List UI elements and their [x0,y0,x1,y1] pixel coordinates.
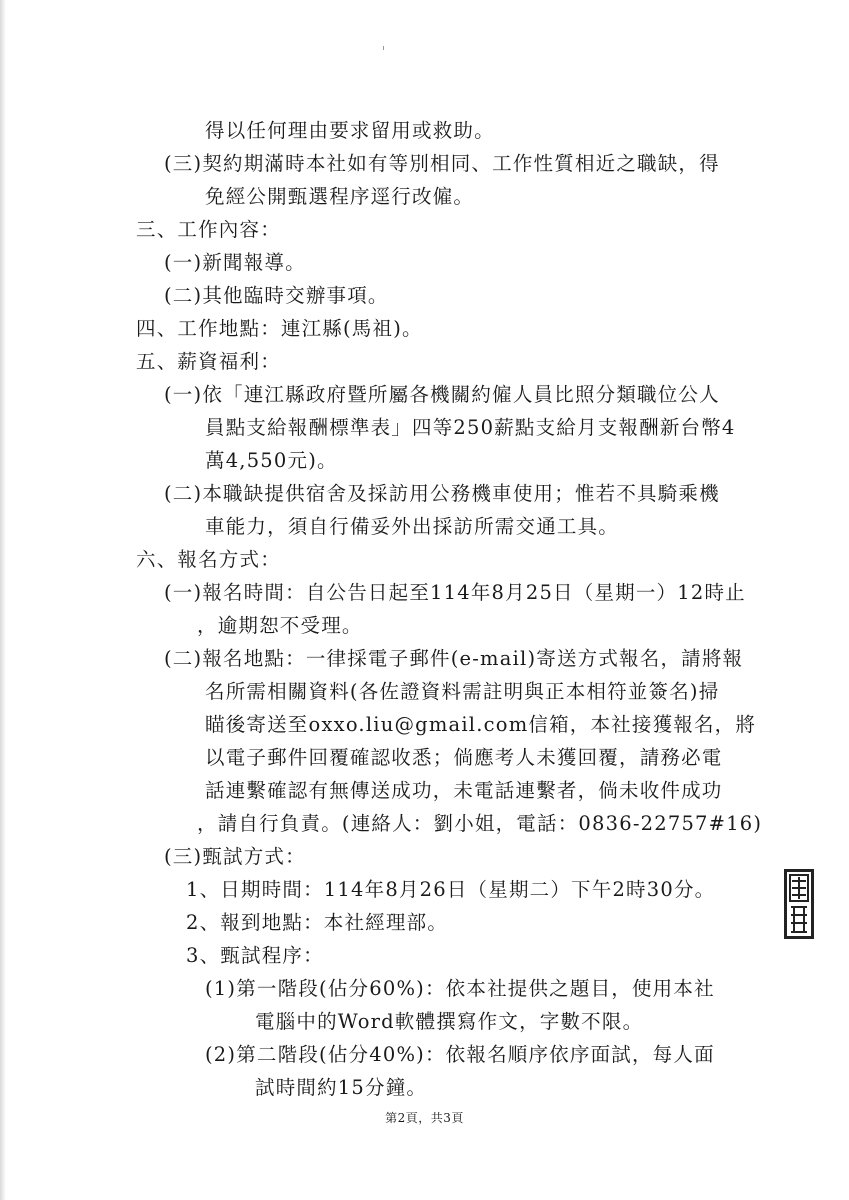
text-line: (一)依「連江縣政府暨所屬各機關約僱人員比照分類職位公人 [164,383,720,406]
text-line: (1)第一階段(佔分60%)：依本社提供之題目，使用本社 [205,977,715,1000]
section-heading: 六、報名方式： [136,548,281,571]
seal-stamp [784,869,814,939]
text-line: 試時間約15分鐘。 [255,1076,428,1099]
text-line: 員點支給報酬標準表」四等250薪點支給月支報酬新台幣4 [205,416,736,439]
text-line: ，請自行負責。(連絡人：劉小姐，電話：0836-22757#16) [197,812,763,835]
text-line: (一)報名時間：自公告日起至114年8月25日（星期一）12時止 [164,581,746,604]
text-line: ，逾期恕不受理。 [197,614,363,637]
text-line: 2、報到地點：本社經理部。 [186,911,449,934]
text-line: (2)第二階段(佔分40%)：依報名順序依序面試，每人面 [205,1043,715,1066]
scan-edge [0,0,6,1200]
text-line: 話連繫確認有無傳送成功，未電話連繫者，倘未收件成功 [205,779,723,802]
text-line: 免經公開甄選程序逕行改僱。 [205,185,475,208]
text-line: (三)契約期滿時本社如有等別相同、工作性質相近之職缺，得 [164,152,720,175]
page-footer: 第2頁，共3頁 [385,1111,464,1125]
text-line: 瞄後寄送至oxxo.liu@gmail.com信箱，本社接獲報名，將 [205,713,757,736]
text-line: 3、甄試程序： [186,944,324,967]
text-line: 以電子郵件回覆確認收悉；倘應考人未獲回覆，請務必電 [205,746,723,769]
text-line: (三)甄試方式： [164,845,306,868]
section-heading: 三、工作內容： [136,218,281,241]
text-line: 車能力，須自行備妥外出採訪所需交通工具。 [205,515,620,538]
section-heading: 五、薪資福利： [136,350,281,373]
text-line: 1、日期時間：114年8月26日（星期二）下午2時30分。 [186,878,716,901]
text-line: (二)本職缺提供宿舍及採訪用公務機車使用；惟若不具騎乘機 [164,482,720,505]
text-line: 得以任何理由要求留用或救助。 [205,119,495,142]
text-line: 萬4,550元)。 [205,449,338,472]
scan-mark [383,46,384,50]
section-heading: 四、工作地點：連江縣(馬祖)。 [136,317,423,340]
text-line: 名所需相關資料(各佐證資料需註明與正本相符並簽名)掃 [205,680,720,703]
text-line: (二)報名地點：一律採電子郵件(e-mail)寄送方式報名，請將報 [164,647,744,670]
text-line: (一)新聞報導。 [164,251,306,274]
text-line: 電腦中的Word軟體撰寫作文，字數不限。 [255,1010,644,1033]
text-line: (二)其他臨時交辦事項。 [164,284,389,307]
